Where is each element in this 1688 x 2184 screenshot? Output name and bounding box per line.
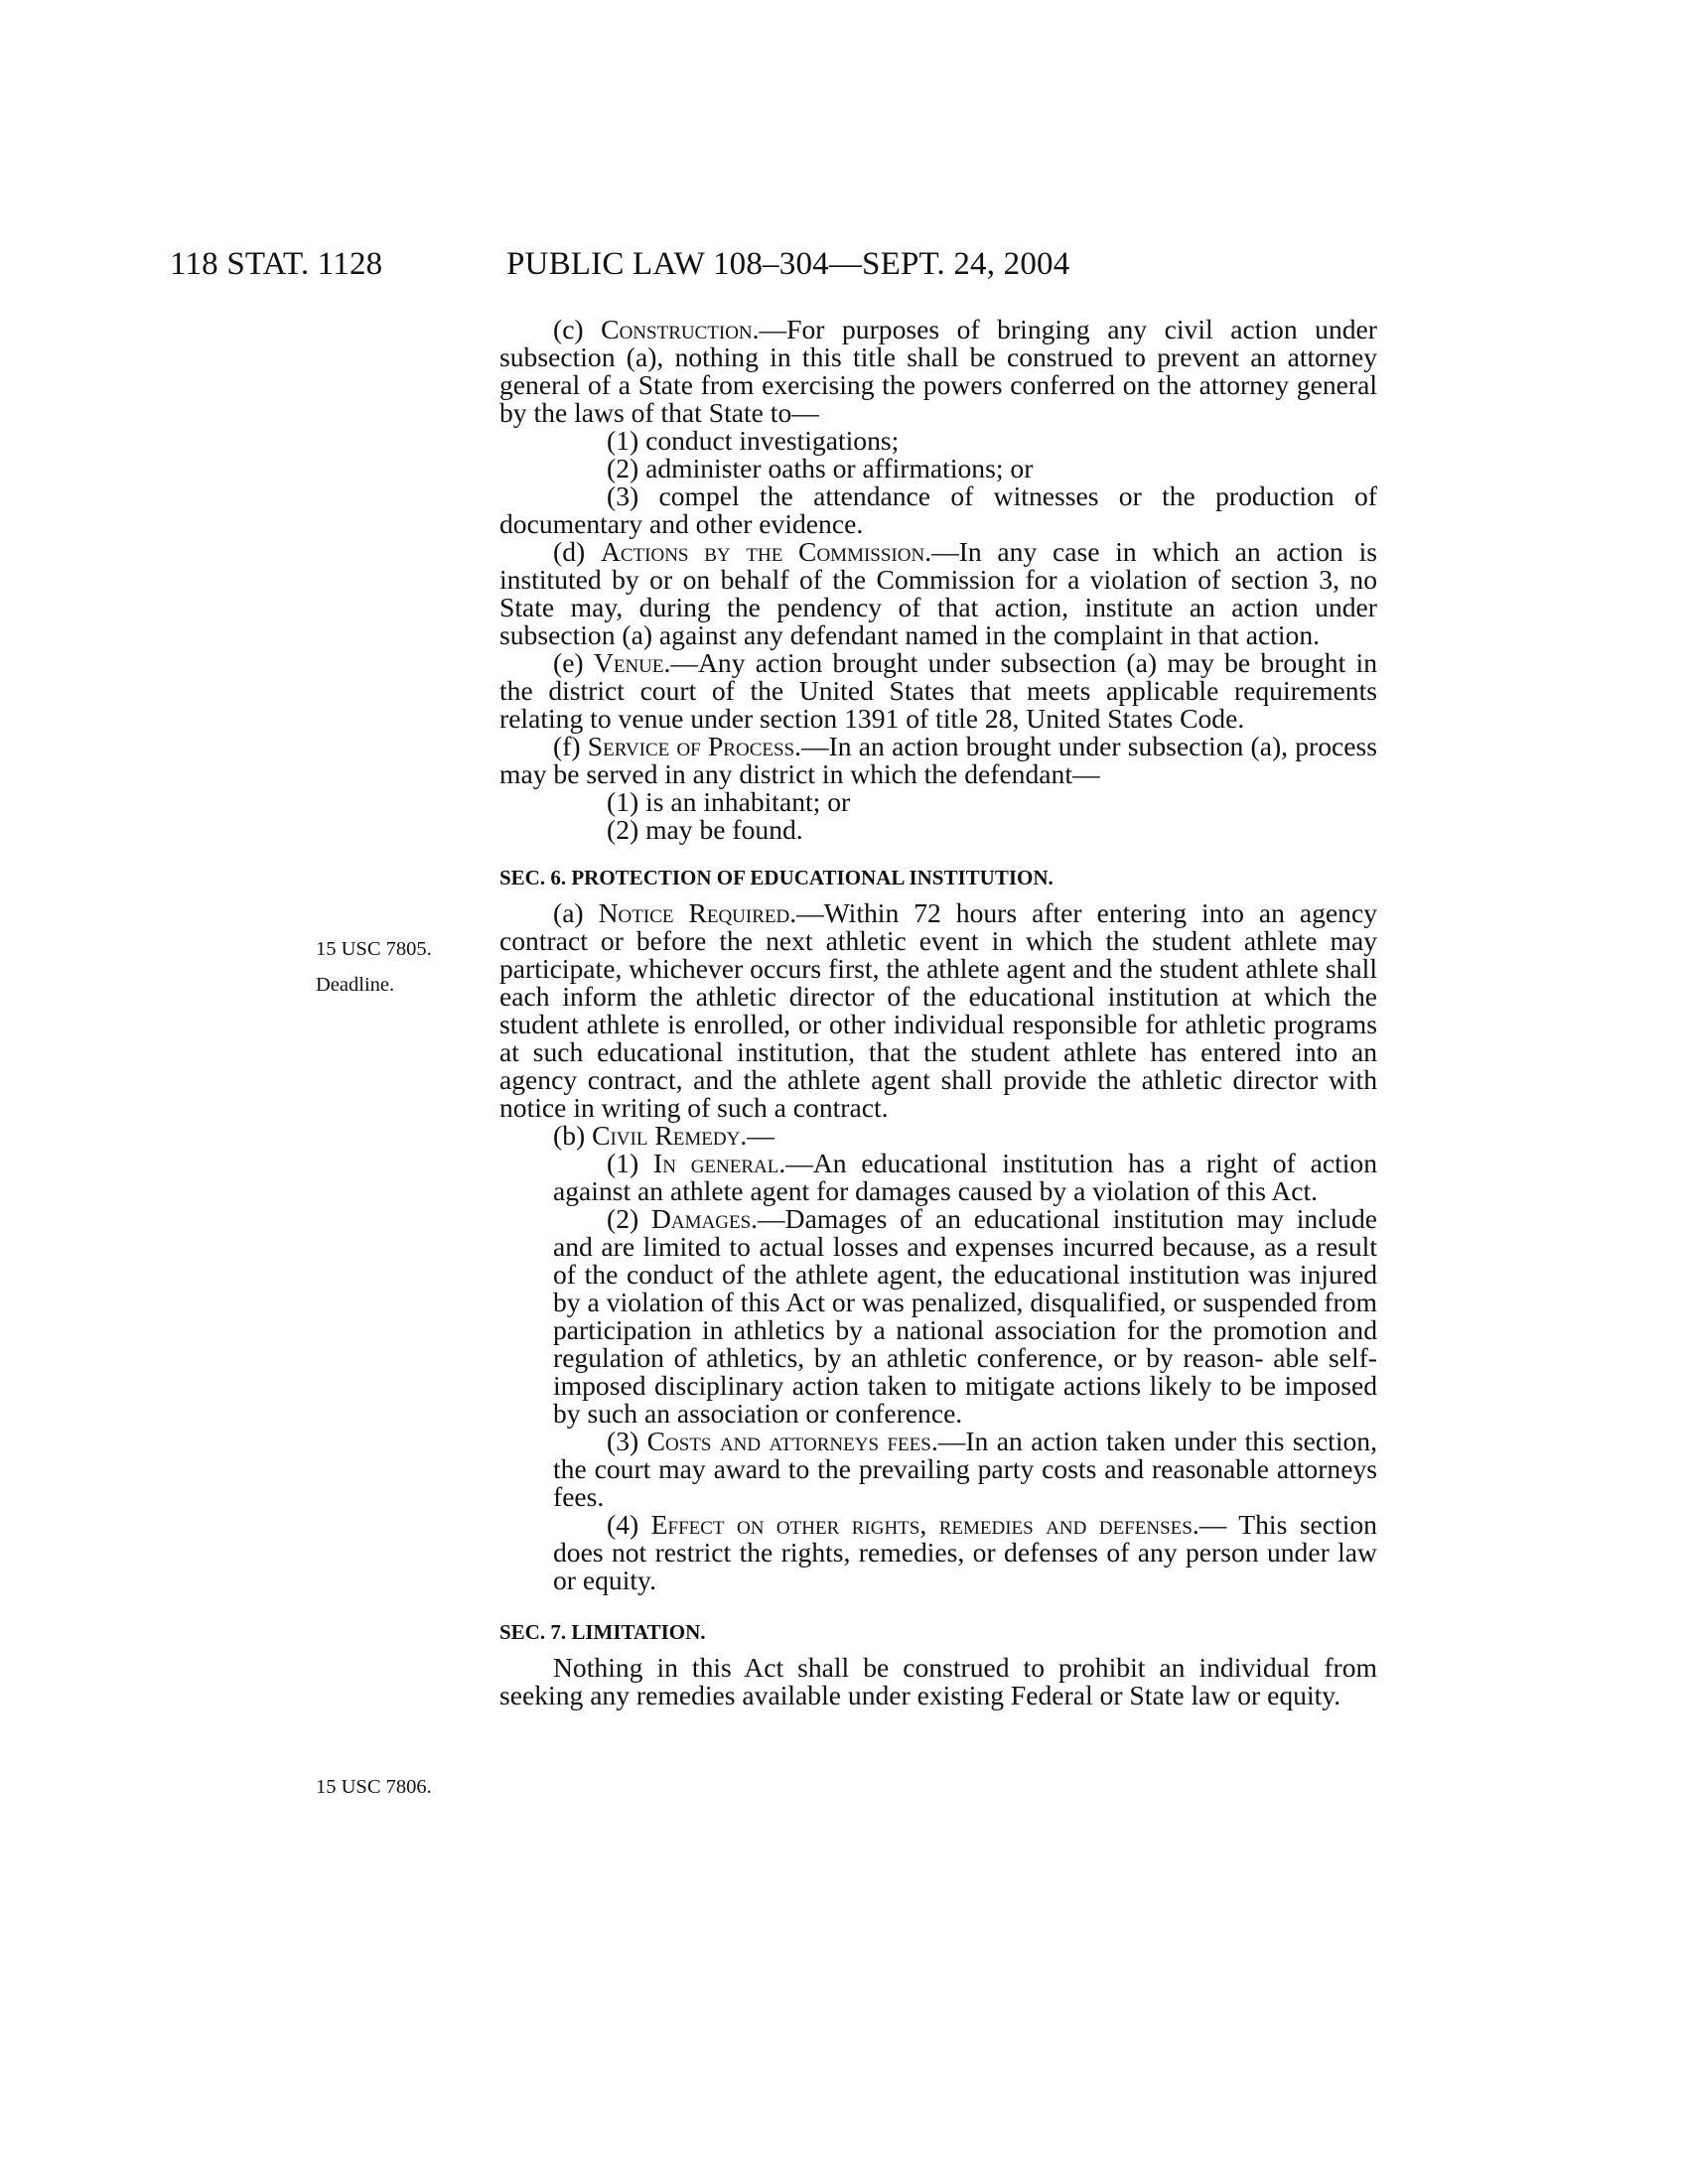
page-stat-reference: 118 STAT. 1128 bbox=[170, 246, 383, 282]
margin-note-deadline: Deadline. bbox=[316, 974, 395, 996]
paragraph-number: (2) bbox=[607, 1203, 651, 1234]
subsection-number: (a) bbox=[553, 897, 599, 928]
subsection-heading: Civil Remedy bbox=[592, 1120, 741, 1151]
paragraph-b4-effect-on-other-rights bbox=[499, 1511, 1377, 1594]
paragraph-heading: Costs and attorneys fees bbox=[646, 1426, 931, 1456]
subsection-number: (e) bbox=[553, 647, 594, 678]
paragraph-b3-costs-and-fees bbox=[499, 1428, 1377, 1511]
paragraph-b1-in-general bbox=[499, 1150, 1377, 1205]
margin-note-sec6-citation: 15 USC 7805. bbox=[316, 938, 432, 960]
list-item: (2) administer oaths or affirmations; or bbox=[607, 453, 1034, 483]
subsection-text: .—In any case in which an action is instituted by or on behalf of the Commission for a violation of section 3, no State may, during the pendency of that action, institute an action under subsection (a) against any defendant named in the complaint in that action. bbox=[499, 536, 1378, 650]
paragraph-number: (4) bbox=[607, 1509, 651, 1540]
subsection-heading: Notice Required bbox=[598, 897, 790, 928]
subsection-heading: Service of Process bbox=[587, 731, 795, 761]
paragraph-text: .—In an action taken under this section, the court may award to the prevailing party costs and reasonable attorneys fees. bbox=[553, 1426, 1377, 1512]
subsection-text: .—Any action brought under subsection (a) may be brought in the district court of the United States that meets applicable requirements relating to venue under section 1391 of title 28, United States Code. bbox=[499, 647, 1377, 734]
paragraph-b-civil-remedy bbox=[499, 1122, 1377, 1150]
page-running-title: PUBLIC LAW 108–304—SEPT. 24, 2004 bbox=[506, 246, 1070, 282]
subsection-number: (b) bbox=[553, 1120, 593, 1151]
subsection-text: .— bbox=[740, 1120, 774, 1151]
margin-note-sec7-citation: 15 USC 7806. bbox=[316, 1776, 432, 1798]
paragraph-number: (3) bbox=[607, 1426, 647, 1456]
paragraph-text: .— This section does not restrict the rights, remedies, or defenses of any person under law or equity. bbox=[553, 1509, 1377, 1595]
paragraph-f-service-of-process bbox=[499, 733, 1377, 788]
paragraph-b2-damages bbox=[499, 1205, 1377, 1428]
paragraph-text: .—Damages of an educational institution may include and are limited to actual losses and expenses incurred because, as a result of the conduct of the athlete agent, the educational institution was injured by a violation of this Act or was penalized, disqualified, or suspended from participation in athletics by a national association for the promotion and regulation of athletics, by an athletic conference, or by reason- able self-imposed disciplinary action taken to mitigate actions likely to be imposed by such an association or conference. bbox=[553, 1203, 1377, 1429]
paragraph-c-construction bbox=[499, 316, 1377, 427]
list-item: (3) compel the attendance of witnesses or the production of documentary and other evidence. bbox=[499, 480, 1377, 539]
subsection-heading: Actions by the Commission bbox=[600, 536, 925, 567]
paragraph-d-actions-by-commission bbox=[499, 538, 1377, 649]
paragraph-number: (1) bbox=[607, 1148, 653, 1178]
subsection-heading: Venue bbox=[593, 647, 664, 678]
subsection-text: .—In an action brought under subsection (a), process may be served in any district in which the defendant— bbox=[499, 731, 1378, 789]
section-7-heading: SEC. 7. LIMITATION. bbox=[499, 1620, 706, 1644]
subsection-text: .—For purposes of bringing any civil action under subsection (a), nothing in this title shall be construed to prevent an attorney general of a State from exercising the powers conferred on the attorney general by the laws of that State to— bbox=[499, 314, 1377, 428]
subsection-text: .—Within 72 hours after entering into an agency contract or before the next athletic event in which the student athlete may participate, whichever occurs first, the athlete agent and the student athlete shall each inform the athletic director of the educational institution at which the student athlete is enrolled, or other individual responsible for athletic programs at such educational institution, that the student athlete has entered into an agency contract, and the athlete agent shall provide the athletic director with notice in writing of such a contract. bbox=[499, 897, 1378, 1123]
subsection-number: (d) bbox=[553, 536, 601, 567]
subsection-number: (c) bbox=[553, 314, 602, 344]
subsection-heading: Construction bbox=[601, 314, 753, 344]
list-item: (1) is an inhabitant; or bbox=[607, 786, 851, 817]
document-body bbox=[499, 316, 1377, 1709]
section-6-heading: SEC. 6. PROTECTION OF EDUCATIONAL INSTITUTION. bbox=[499, 866, 1054, 889]
paragraph-heading: Effect on other rights, remedies and defenses bbox=[650, 1509, 1193, 1540]
list-item: (2) may be found. bbox=[607, 814, 803, 845]
paragraph-heading: In general bbox=[653, 1148, 779, 1178]
paragraph-a-notice-required bbox=[499, 899, 1377, 1122]
list-item: (1) conduct investigations; bbox=[607, 425, 900, 456]
paragraph-text: .—An educational institution has a right of action against an athlete agent for damages caused by a violation of this Act. bbox=[553, 1148, 1377, 1206]
paragraph-heading: Damages bbox=[650, 1203, 752, 1234]
section-7-text: Nothing in this Act shall be construed to prohibit an individual from seeking any remedies available under existing Federal or State law or equity. bbox=[499, 1652, 1377, 1710]
subsection-number: (f) bbox=[553, 731, 588, 761]
paragraph-e-venue bbox=[499, 649, 1377, 733]
